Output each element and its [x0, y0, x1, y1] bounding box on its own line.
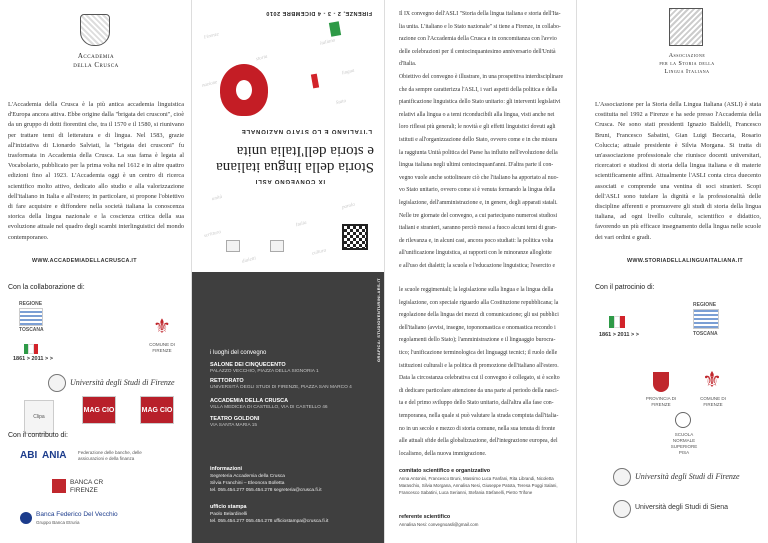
- venue-address: VILLA MEDICEA DI CASTELLO, VIA DI CASTELLO 46: [210, 405, 328, 410]
- text-line: razione con l'Accademia della Crusca e in concomitanza con l'avvio: [399, 36, 557, 43]
- anniversary-logo-text: 1861 > 2011 > >: [599, 332, 639, 338]
- scatter-word: Italia: [295, 220, 308, 229]
- text-line: Il IX convegno dell'ASLI "Storia della lingua italiana e storia dell'Ita-: [399, 11, 561, 17]
- scatter-word: unità: [211, 194, 223, 203]
- text-line: vegno vuole anche sottolineare ciò che l'italiano ha apportato al nuo-: [399, 174, 559, 181]
- patronage-label: Con il patrocinio di:: [595, 284, 655, 291]
- cover-top: [192, 0, 384, 272]
- press-contacts[interactable]: tel. 055.454.277 055.454.278 ufficiostampa@crusca.fi.it: [210, 519, 329, 524]
- referente-heading: referente scientifico: [399, 514, 451, 520]
- cover-title-line1: Storia della lingua italiana: [216, 159, 374, 175]
- univ-siena-seal-icon: [613, 500, 631, 518]
- asli-name-line1: Associazione: [668, 53, 706, 59]
- univ-firenze-wordmark: Università degli Studi di Firenze: [70, 378, 175, 387]
- red-big-letter-a-stroke-icon: [236, 80, 252, 100]
- text-line: relativi alla lingua o a temi riconducibili alla lingua, visti anche nei: [399, 111, 555, 118]
- text-line: all'unificazione linguistica, ai rapporti con le minoranze alloglotte: [399, 250, 552, 257]
- regione-label-top: REGIONE: [693, 302, 717, 308]
- referente-contact[interactable]: Annalisa Nesi: convegnoasli@gmail.com: [399, 522, 479, 527]
- text-line: dell'italiano (avvisi, insegne, toponomastica e onomastica recondo i: [399, 324, 556, 331]
- text-line: regolazione della lingua dei mezzi di comunicazione; gli usi pubblici: [399, 312, 559, 319]
- venue-address: VIA SANTA MARIA 15: [210, 423, 258, 428]
- banca-cr-firenze-label: BANCA CR FIRENZE: [70, 479, 104, 494]
- convegno-description: [399, 8, 569, 272]
- panel4-bottom: [577, 272, 768, 543]
- asli-name-line3: Lingua Italiana: [664, 69, 710, 75]
- text-line: temporanea, nella quale si può valutare la strada compiuta dall'italia-: [399, 412, 559, 419]
- text-line: legislazione, dell'amministrazione e, in genere, degli apparati statali.: [399, 199, 558, 206]
- press-line: Paolo Belardinelli: [210, 512, 248, 517]
- info-contacts[interactable]: tel. 055.454.277 055.454.278 segreteria@crusca.fi.it: [210, 488, 322, 493]
- text-line: istituzioni culturali e la politica di promozione dell'italiano all'estero.: [399, 362, 559, 369]
- regione-toscana-logo-icon: [19, 308, 43, 326]
- text-line: italiani e stranieri, saranno perciò messi a fuoco alcuni temi di gran-: [399, 225, 557, 232]
- comune-firenze-giglio-icon: ⚜: [153, 316, 171, 338]
- asli-crest-icon: [669, 8, 703, 46]
- magcio-logo-1: MAG CIO: [82, 396, 116, 424]
- scatter-word: dialetti: [241, 256, 257, 265]
- small-logo-icon-2: [270, 240, 284, 252]
- text-line: pianificazione linguistica dello Stato unitario: gli interventi legislativi: [399, 99, 561, 106]
- red-letter-decoration: [311, 74, 319, 89]
- scatter-word: parola: [341, 202, 356, 211]
- text-line: loro riflessi più generali; le novità e gli effetti linguistici dovuti agli: [399, 124, 556, 131]
- regione-label-bottom: TOSCANA: [19, 327, 44, 333]
- venue-name: RETTORATO: [210, 378, 244, 384]
- accademia-description: L'Accademia della Crusca è la più antica accademia linguistica d'Europa ancora attiva. Ebbe origine dalla "brigata dei crusconi", cioè da un gruppo di dotti fiorentini che, tra il 1570 e il 1580, si riunivano per trattare temi di letteratura e di lingua. Nel 1583, grazie all'iniziativa di Lionardo Salviati, la "brigata dei crusconi" fu trasformata in Accademia della Crusca. La sua fama è legata al Vocabolario, pubblicato per la prima volta nel 1612 e in altre quattro edizioni fino al 1923. L'Accademia oggi è un centro di ricerca scientifico molto attivo, dedicato allo studio e alla valorizzazione dell'italiano in Italia e all'estero; in particolare, si propone l'obiettivo di fare acquisire e diffondere nella società italiana la conoscenza storica della lingua nazionale e la coscienza critica della sua evoluzione attuale nel quadro degli scambi interlinguistici del mondo contemporaneo.: [8, 101, 184, 241]
- text-line: d'Italia.: [399, 61, 417, 68]
- contribution-label: Con il contributo di:: [8, 432, 68, 439]
- panel3-bottom: [385, 272, 576, 543]
- cover-subtitle: L'ITALIANO E LO STATO NAZIONALE: [240, 128, 372, 134]
- magcio-logo-2: MAG CIO: [140, 396, 174, 424]
- accademia-crusca-crest-icon: [80, 14, 110, 46]
- federico-del-vecchio-label: Banca Federico Del Vecchio: [36, 511, 118, 518]
- accademia-website-link[interactable]: WWW.ACCADEMIADELLACRUSCA.IT: [32, 258, 137, 264]
- panel1-top: [0, 0, 192, 272]
- text-line: lingua italiana negli ultimi centocinquant'anni. D'altra parte il con-: [399, 162, 554, 169]
- text-line: Data la circostanza celebrativa cui il convegno è collegato, si è scelto: [399, 375, 560, 382]
- asli-website-link[interactable]: WWW.STORIADELLALINGUAITALIANA.IT: [627, 258, 744, 264]
- text-line: la raggiunta Unità politica del Paese ha influito nell'evoluzione della: [399, 149, 558, 156]
- scatter-word: scrittura: [203, 229, 222, 240]
- univ-firenze-seal-icon: [48, 374, 66, 392]
- panel3-top: [385, 0, 576, 272]
- abi-ania-description: Federazione delle banche, delle assicurazioni e della finanza: [78, 450, 142, 461]
- panel-cover: [192, 0, 384, 543]
- asli-description: L'Associazione per la Storia della Lingua Italiana (ASLI) è stata costituita nel 1992 a Firenze e ha sede presso l'Accademia della Crusca. Ne sono stati presidenti Ignazio Baldelli, Francesco Bruni, Francesco Sabatini, Gian Luigi Beccaria, Rosario Coluccia; attuale presidente è Silvia Morgana. Si tratta di un'associazione professionale che riunisce docenti universitari, ricercatori e studiosi di storia della lingua italiana e di materie scientificamente affini. Attualmente l'ASLI conta circa duecento associati e comprende una ventina di soci stranieri. Scopi dell'ASLI sono tutelare la dignità e la professionalità delle discipline afferenti e promuovere gli studi di storia della lingua italiana, ad ogni livello culturale, scientifico e didattico, favorendo un più efficace insegnamento della lingua nelle scuole dei vari ordini e gradi.: [595, 101, 761, 241]
- convegno-description-cont: [399, 284, 569, 460]
- text-line: lia unita. L'italiano e lo Stato nazionale" si tiene a Firenze, in collabo-: [399, 23, 561, 30]
- italy-flag-icon: [609, 316, 625, 328]
- cover-convegno: IX CONVEGNO ASLI: [254, 178, 326, 184]
- venue-address: PALAZZO VECCHIO, PIAZZA DELLA SIGNORIA 1: [210, 369, 319, 374]
- sns-label: SCUOLA NORMALE SUPERIORE PISA: [670, 432, 698, 455]
- text-line: le scuole reggimentali; la legislazione sulla lingua e la lingua della: [399, 287, 554, 293]
- cover-bottom-info: [192, 272, 384, 543]
- collaboration-label: Con la collaborazione di:: [8, 284, 85, 291]
- regione-label-bottom: TOSCANA: [693, 331, 718, 337]
- accademia-name-line2: della Crusca: [73, 61, 119, 69]
- qr-code-icon: [342, 224, 368, 250]
- text-line: che da sempre caratterizza l'ASLI, i vari aspetti della politica e della: [399, 86, 558, 93]
- panel-accademia-crusca: [0, 0, 192, 543]
- info-line: Silvia Franchini – Eleonora Bolletta: [210, 481, 285, 486]
- info-heading: informazioni: [210, 466, 243, 472]
- green-letter-decoration: [329, 21, 341, 37]
- committee-heading: comitato scientifico e organizzativo: [399, 468, 491, 474]
- univ-siena-label: Università degli Studi di Siena: [635, 504, 728, 511]
- sns-seal-icon: [675, 412, 691, 428]
- text-line: ta e del primo sviluppo dello Stato unitario, dall'altra alla fase con-: [399, 400, 554, 407]
- text-line: istituti e all'organizzazione dello Stato, ovvero come e in che misura: [399, 136, 558, 143]
- text-line: alle attuali sfide della globalizzazione, dell'integrazione europea, del: [399, 438, 558, 445]
- provincia-firenze-shield-icon: [653, 372, 669, 392]
- text-line: legislazione, con speciale riguardo alla Costituzione repubblicana; la: [399, 299, 559, 306]
- press-heading: ufficio stampa: [210, 504, 247, 510]
- regione-toscana-logo-icon: [693, 309, 719, 329]
- text-line: e all'uso dei dialetti; la scuola e l'educazione linguistica; l'esercito e: [399, 262, 556, 269]
- committee-members: Anna Antonini, Francesco Bruni, Massimo Luca Fanfani, Rita Librandi, Nicoletta Maraschio, Silvia Morgana, Annalisa Nesi, Giuseppe Patota, Teresa Poggi Salani, Francesco Sabatini, Luca Serianni, Stefania Stefanelli, Pietro Trifone: [399, 476, 558, 495]
- venue-address: UNIVERSITÀ DEGLI STUDI DI FIRENZE, PIAZZA SAN MARCO 4: [210, 385, 352, 390]
- cover-date: FIRENZE, 2 - 3 - 4 DICEMBRE 2010: [265, 10, 372, 16]
- accademia-name-line1: Accademia: [77, 52, 115, 60]
- univ-firenze-wordmark: Università degli Studi di Firenze: [635, 472, 740, 481]
- venue-name: TEATRO GOLDONI: [210, 416, 260, 422]
- text-line: vo Stato unitario, ovvero come si è venuta formando la lingua della: [399, 187, 556, 194]
- venues-heading: i luoghi del convegno: [210, 350, 267, 356]
- text-line: localismo, della nuova immigrazione.: [399, 450, 487, 457]
- italy-flag-icon: [24, 344, 38, 354]
- provincia-firenze-label: PROVINCIA DI FIRENZE: [645, 396, 677, 407]
- asli-name-line2: per la Storia della: [659, 61, 715, 67]
- federico-del-vecchio-icon: [20, 512, 32, 524]
- venue-name: ACCADEMIA DELLA CRUSCA: [210, 398, 289, 404]
- panel-convegno-text: [384, 0, 576, 543]
- panel4-top: [577, 0, 768, 272]
- anniversary-logo-text: 1861 > 2011 > >: [13, 356, 53, 362]
- federico-del-vecchio-sub: Gruppo Banca Etruria: [36, 520, 80, 525]
- text-line: Obiettivo del convegno è illustrare, in una prospettiva interdisciplinare: [399, 73, 564, 80]
- abi-logo: ABI: [20, 450, 38, 461]
- grafica-credit-vertical: GRAFICA: STUDIOVENTURINI.ARS.IT: [376, 278, 381, 362]
- comune-firenze-label: COMUNE DI FIRENZE: [149, 342, 175, 353]
- scatter-word: storia: [255, 54, 269, 63]
- regione-label-top: REGIONE: [19, 301, 43, 307]
- text-line: de rilevanza e, in alcuni casi, ancora poco studiati: la politica volta: [399, 237, 554, 244]
- text-line: regolamenti dello Stato); l'amministrazione e il linguaggio burocra-: [399, 337, 556, 344]
- banca-cr-firenze-icon: [52, 479, 66, 493]
- comune-firenze-giglio-icon: ⚜: [702, 367, 722, 392]
- univ-firenze-seal-icon: [613, 468, 631, 486]
- cover-title-line2: e storia dell'Italia unita: [236, 143, 374, 159]
- ania-logo: ANIA: [42, 450, 67, 461]
- panel-asli: [576, 0, 768, 543]
- panel1-bottom: [0, 272, 192, 543]
- small-logo-icon-1: [226, 240, 240, 252]
- text-line: delle celebrazioni per il centocinquantesimo anniversario dell'Unità: [399, 48, 556, 55]
- scatter-word: Firenze: [203, 32, 220, 41]
- scatter-word: italiano: [319, 38, 336, 47]
- text-line: no in un secolo e mezzo di storia comune, nella sua tenuta di fronte: [399, 425, 556, 432]
- scatter-word: lingua: [341, 68, 356, 77]
- venue-name: SALONE DEI CINQUECENTO: [210, 362, 286, 368]
- comune-firenze-label: COMUNE DI FIRENZE: [700, 396, 726, 407]
- clipa-logo: Clipa: [24, 400, 54, 434]
- scatter-word: cultura: [311, 248, 327, 257]
- text-line: di dedicare particolare attenzione da una parte al periodo della nasci-: [399, 387, 559, 394]
- scatter-word: Stato: [335, 98, 347, 107]
- text-line: Nelle tre giornate del convegno, a cui partecipano numerosi studiosi: [399, 212, 558, 219]
- scatter-word: nazione: [201, 80, 218, 89]
- info-line: Segreteria Accademia della Crusca: [210, 474, 285, 479]
- text-line: tico; l'unificazione terminologica dei linguaggi tecnici; il ruolo delle: [399, 349, 558, 356]
